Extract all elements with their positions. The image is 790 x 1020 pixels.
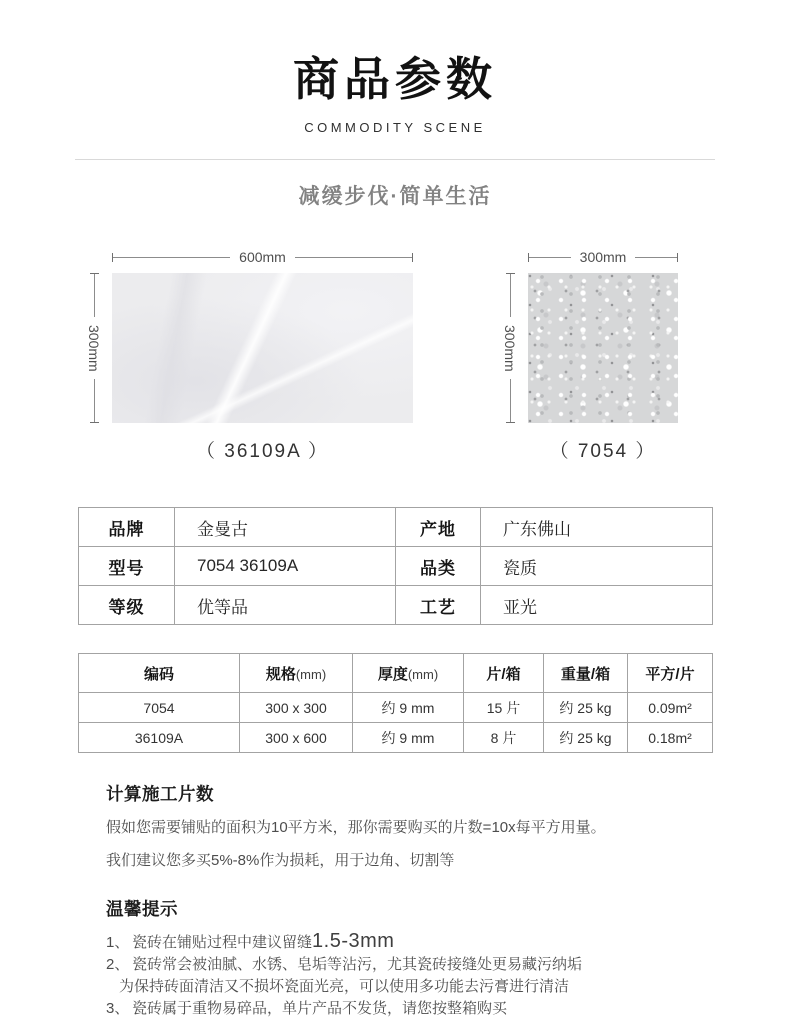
calc-heading: 计算施工片数: [106, 784, 214, 804]
tip-item-2-continuation: 为保持砖面清洁又不损坏瓷面光亮，可以使用多功能去污膏进行清洁: [119, 978, 570, 995]
info-row-grade-craft: [79, 586, 713, 625]
tip-item-1: [106, 930, 750, 954]
tagline: 减缓步伐·简单生活: [298, 185, 492, 208]
calc-section: [106, 781, 750, 872]
spec-cell-thickness: 约 9 mm: [353, 693, 464, 723]
height-dimension-36109a: [84, 273, 104, 423]
spec-cell-thickness: 约 9 mm: [353, 723, 464, 753]
spec-cell-area: 0.18m²: [628, 723, 713, 753]
tip-text: 瓷砖在铺贴过程中建议留缝: [132, 934, 313, 951]
spec-cell-size: 300 x 600: [240, 723, 353, 753]
width-dimension-7054: [528, 247, 678, 267]
height-label-7054: 300mm: [502, 324, 518, 372]
spec-header-main: 编码: [143, 665, 174, 683]
info-value-brand: 金曼古: [175, 508, 396, 547]
tile-caption-7054: （ 7054 ）: [549, 441, 657, 462]
spec-header-pieces-per-box: [464, 654, 544, 693]
calc-line-2: 我们建议您多买5%-8%作为损耗，用于边角、切割等: [106, 852, 455, 869]
spec-cell-code: 7054: [79, 693, 240, 723]
info-value-model: 7054 36109A: [175, 547, 396, 586]
dimension-line: [529, 257, 571, 258]
tile-image-7054: [528, 273, 678, 423]
dimension-line: [510, 274, 511, 317]
spec-header-main: 片/箱: [486, 665, 521, 683]
product-info-table: [78, 507, 713, 625]
dimension-line: [295, 257, 412, 258]
tile-figure-7054: [500, 247, 678, 463]
width-label-36109a: 600mm: [239, 249, 286, 265]
tip-list: [106, 930, 750, 1020]
tip-text: 瓷砖常会被油腻、水锈、皂垢等沾污，尤其瓷砖接缝处更易藏污纳垢: [132, 956, 583, 973]
spec-header-weight-per-box: [544, 654, 628, 693]
info-label-category: 品类: [396, 547, 481, 586]
spec-table: [78, 653, 713, 753]
spec-header-code: [79, 654, 240, 693]
spec-cell-pieces: 15 片: [464, 693, 544, 723]
spec-cell-size: 300 x 300: [240, 693, 353, 723]
tile-caption-36109a: （ 36109A ）: [195, 441, 330, 462]
spec-header-thickness: [353, 654, 464, 693]
spec-cell-weight: 约 25 kg: [544, 693, 628, 723]
tip-text: 瓷砖属于重物易碎品，单片产品不发货，请您按整箱购买: [132, 1000, 508, 1017]
spec-cell-code: 36109A: [79, 723, 240, 753]
dimension-line: [113, 257, 230, 258]
dimension-tick: [677, 253, 678, 262]
dimension-tick: [506, 422, 515, 423]
tip-number: 2、: [106, 956, 130, 973]
dimension-tick: [90, 422, 99, 423]
spec-header-size: [240, 654, 353, 693]
dimension-tick: [412, 253, 413, 262]
dimension-line: [94, 379, 95, 422]
tile-image-36109a: [112, 273, 413, 423]
dimension-line: [635, 257, 677, 258]
spec-row-7054: [79, 693, 713, 723]
height-dimension-7054: [500, 273, 520, 423]
spec-header-main: 规格: [265, 665, 296, 683]
page-subtitle: COMMODITY SCENE: [304, 120, 486, 135]
info-label-brand: 品牌: [79, 508, 175, 547]
width-dimension-36109a: [112, 247, 413, 267]
spec-header-sub: (mm): [407, 666, 439, 682]
info-label-grade: 等级: [79, 586, 175, 625]
header: [0, 0, 790, 207]
info-value-grade: 优等品: [175, 586, 396, 625]
spec-header-main: 重量/箱: [560, 665, 611, 683]
info-row-model-category: [79, 547, 713, 586]
width-label-7054: 300mm: [579, 249, 627, 265]
spec-header-main: 平方/片: [645, 665, 695, 683]
spec-cell-weight: 约 25 kg: [544, 723, 628, 753]
spec-header-sub: (mm): [295, 666, 327, 682]
calc-line-1: 假如您需要铺贴的面积为10平方米，那你需要购买的片数=10x每平方用量。: [106, 819, 606, 836]
dimension-line: [94, 274, 95, 317]
tips-section: [106, 896, 750, 1020]
height-label-36109a: 300mm: [86, 324, 102, 372]
tip-number: 1、: [106, 934, 130, 951]
info-value-origin: 广东佛山: [481, 508, 713, 547]
spec-header-row: [79, 654, 713, 693]
tip-number: 3、: [106, 1000, 130, 1017]
header-divider: [75, 159, 715, 160]
spec-header-main: 厚度: [377, 665, 408, 683]
info-value-category: 瓷质: [481, 547, 713, 586]
spec-header-area-per-piece: [628, 654, 713, 693]
tip-emphasis: 1.5-3mm: [312, 930, 395, 952]
info-row-brand-origin: [79, 508, 713, 547]
spec-row-36109a: [79, 723, 713, 753]
tip-item-3: [106, 998, 750, 1020]
tip-item-2: [106, 954, 750, 976]
info-label-model: 型号: [79, 547, 175, 586]
info-label-origin: 产地: [396, 508, 481, 547]
page-title: 商品参数: [293, 53, 497, 105]
info-label-craft: 工艺: [396, 586, 481, 625]
dimension-line: [510, 379, 511, 422]
spec-cell-pieces: 8 片: [464, 723, 544, 753]
info-value-craft: 亚光: [481, 586, 713, 625]
tips-heading: 温馨提示: [106, 899, 178, 919]
tile-figure-36109a: [84, 247, 413, 463]
spec-cell-area: 0.09m²: [628, 693, 713, 723]
tile-figures: [0, 247, 790, 463]
